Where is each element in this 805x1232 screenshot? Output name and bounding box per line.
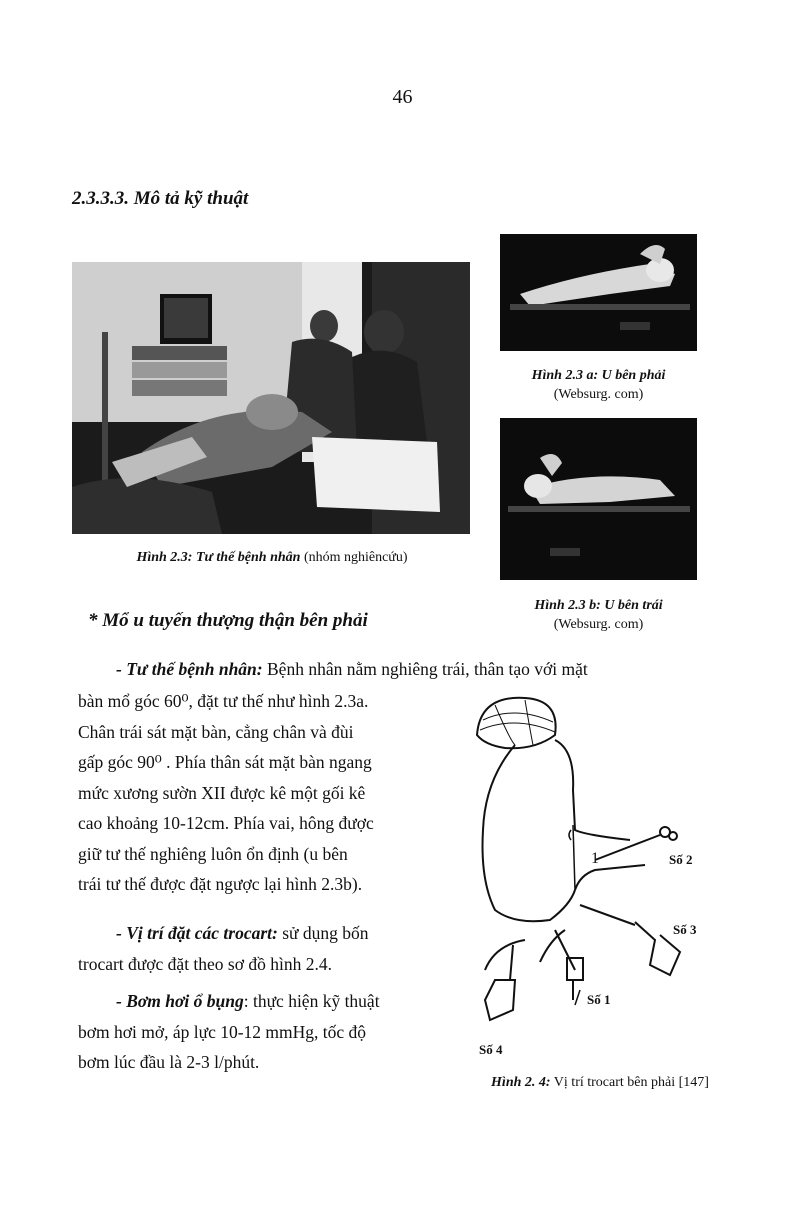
left-tumor-position-photo — [500, 418, 697, 580]
trocart-label-so3: Số 3 — [673, 922, 697, 937]
figure-2-3-caption — [72, 548, 472, 567]
paragraph-1-line: gấp góc 90⁰ . Phía thân sát mặt bàn ngang — [78, 752, 372, 772]
figure-2-3a-caption — [490, 366, 707, 404]
paragraph-1-line: cao khoảng 10-12cm. Phía vai, hông được — [78, 813, 374, 833]
section-heading: 2.3.3.3. Mô tả kỹ thuật — [72, 188, 249, 209]
figure-2-3-label: Hình 2.3: Tư thế bệnh nhân — [136, 550, 301, 565]
paragraph-1-first-text: Bệnh nhân nằm nghiêng trái, thân tạo với mặt — [262, 659, 588, 679]
paragraph-1-line: bàn mổ góc 60⁰, đặt tư thế như hình 2.3a. — [78, 691, 369, 711]
figure-2-3-note: (nhóm nghiêncứu) — [300, 550, 408, 565]
patient-position-photo — [72, 262, 470, 534]
figure-2-3b-label: Hình 2.3 b: U bên trái — [534, 598, 663, 613]
paragraph-1-line: trái tư thế được đặt ngược lại hình 2.3b). — [78, 874, 363, 894]
paragraph-1-first-line — [116, 654, 756, 685]
paragraph-2-line: trocart được đặt theo sơ đồ hình 2.4. — [78, 953, 332, 974]
paragraph-1-line: mức xương sườn XII được kê một gối kê — [78, 782, 366, 803]
right-tumor-position-photo — [500, 234, 697, 351]
trocart-label-so1: Số 1 — [587, 992, 611, 1007]
paragraph-1-line: giữ tư thế nghiêng luôn ổn định (u bên — [78, 843, 348, 864]
paragraph-3-line: bơm lúc đầu là 2-3 l/phút. — [78, 1052, 260, 1072]
trocart-diagram — [455, 690, 745, 1065]
paragraph-2 — [78, 918, 430, 979]
trocart-label-so2: Số 2 — [669, 852, 693, 867]
figure-2-3b-source: (Websurg. com) — [553, 617, 644, 632]
paragraph-3-lead: - Bơm hơi ổ bụng — [116, 991, 244, 1011]
page-number: 46 — [392, 86, 413, 108]
paragraph-3 — [78, 986, 430, 1078]
trocart-label-so4: Số 4 — [479, 1042, 503, 1057]
figure-2-4-text: Vị trí trocart bên phải [147] — [550, 1075, 709, 1090]
paragraph-1-body — [78, 686, 430, 900]
figure-2-4-label: Hình 2. 4: — [491, 1075, 551, 1090]
paragraph-2-lead: - Vị trí đặt các trocart: — [116, 923, 278, 943]
figure-2-3a-source: (Websurg. com) — [553, 387, 644, 402]
subheading: * Mổ u tuyến thượng thận bên phải — [88, 610, 368, 631]
paragraph-2-first-text: sử dụng bốn — [277, 923, 369, 943]
figure-2-4-caption — [440, 1073, 760, 1092]
trocart-label-one: 1 — [591, 850, 599, 867]
figure-2-3a-label: Hình 2.3 a: U bên phải — [531, 368, 666, 383]
figure-2-3b-caption — [490, 596, 707, 634]
paragraph-1-line: Chân trái sát mặt bàn, cẳng chân và đùi — [78, 721, 354, 742]
paragraph-1-lead: - Tư thế bệnh nhân: — [116, 659, 263, 679]
paragraph-3-line: bơm hơi mở, áp lực 10-12 mmHg, tốc độ — [78, 1021, 367, 1042]
paragraph-3-first-text: : thực hiện kỹ thuật — [243, 991, 380, 1011]
